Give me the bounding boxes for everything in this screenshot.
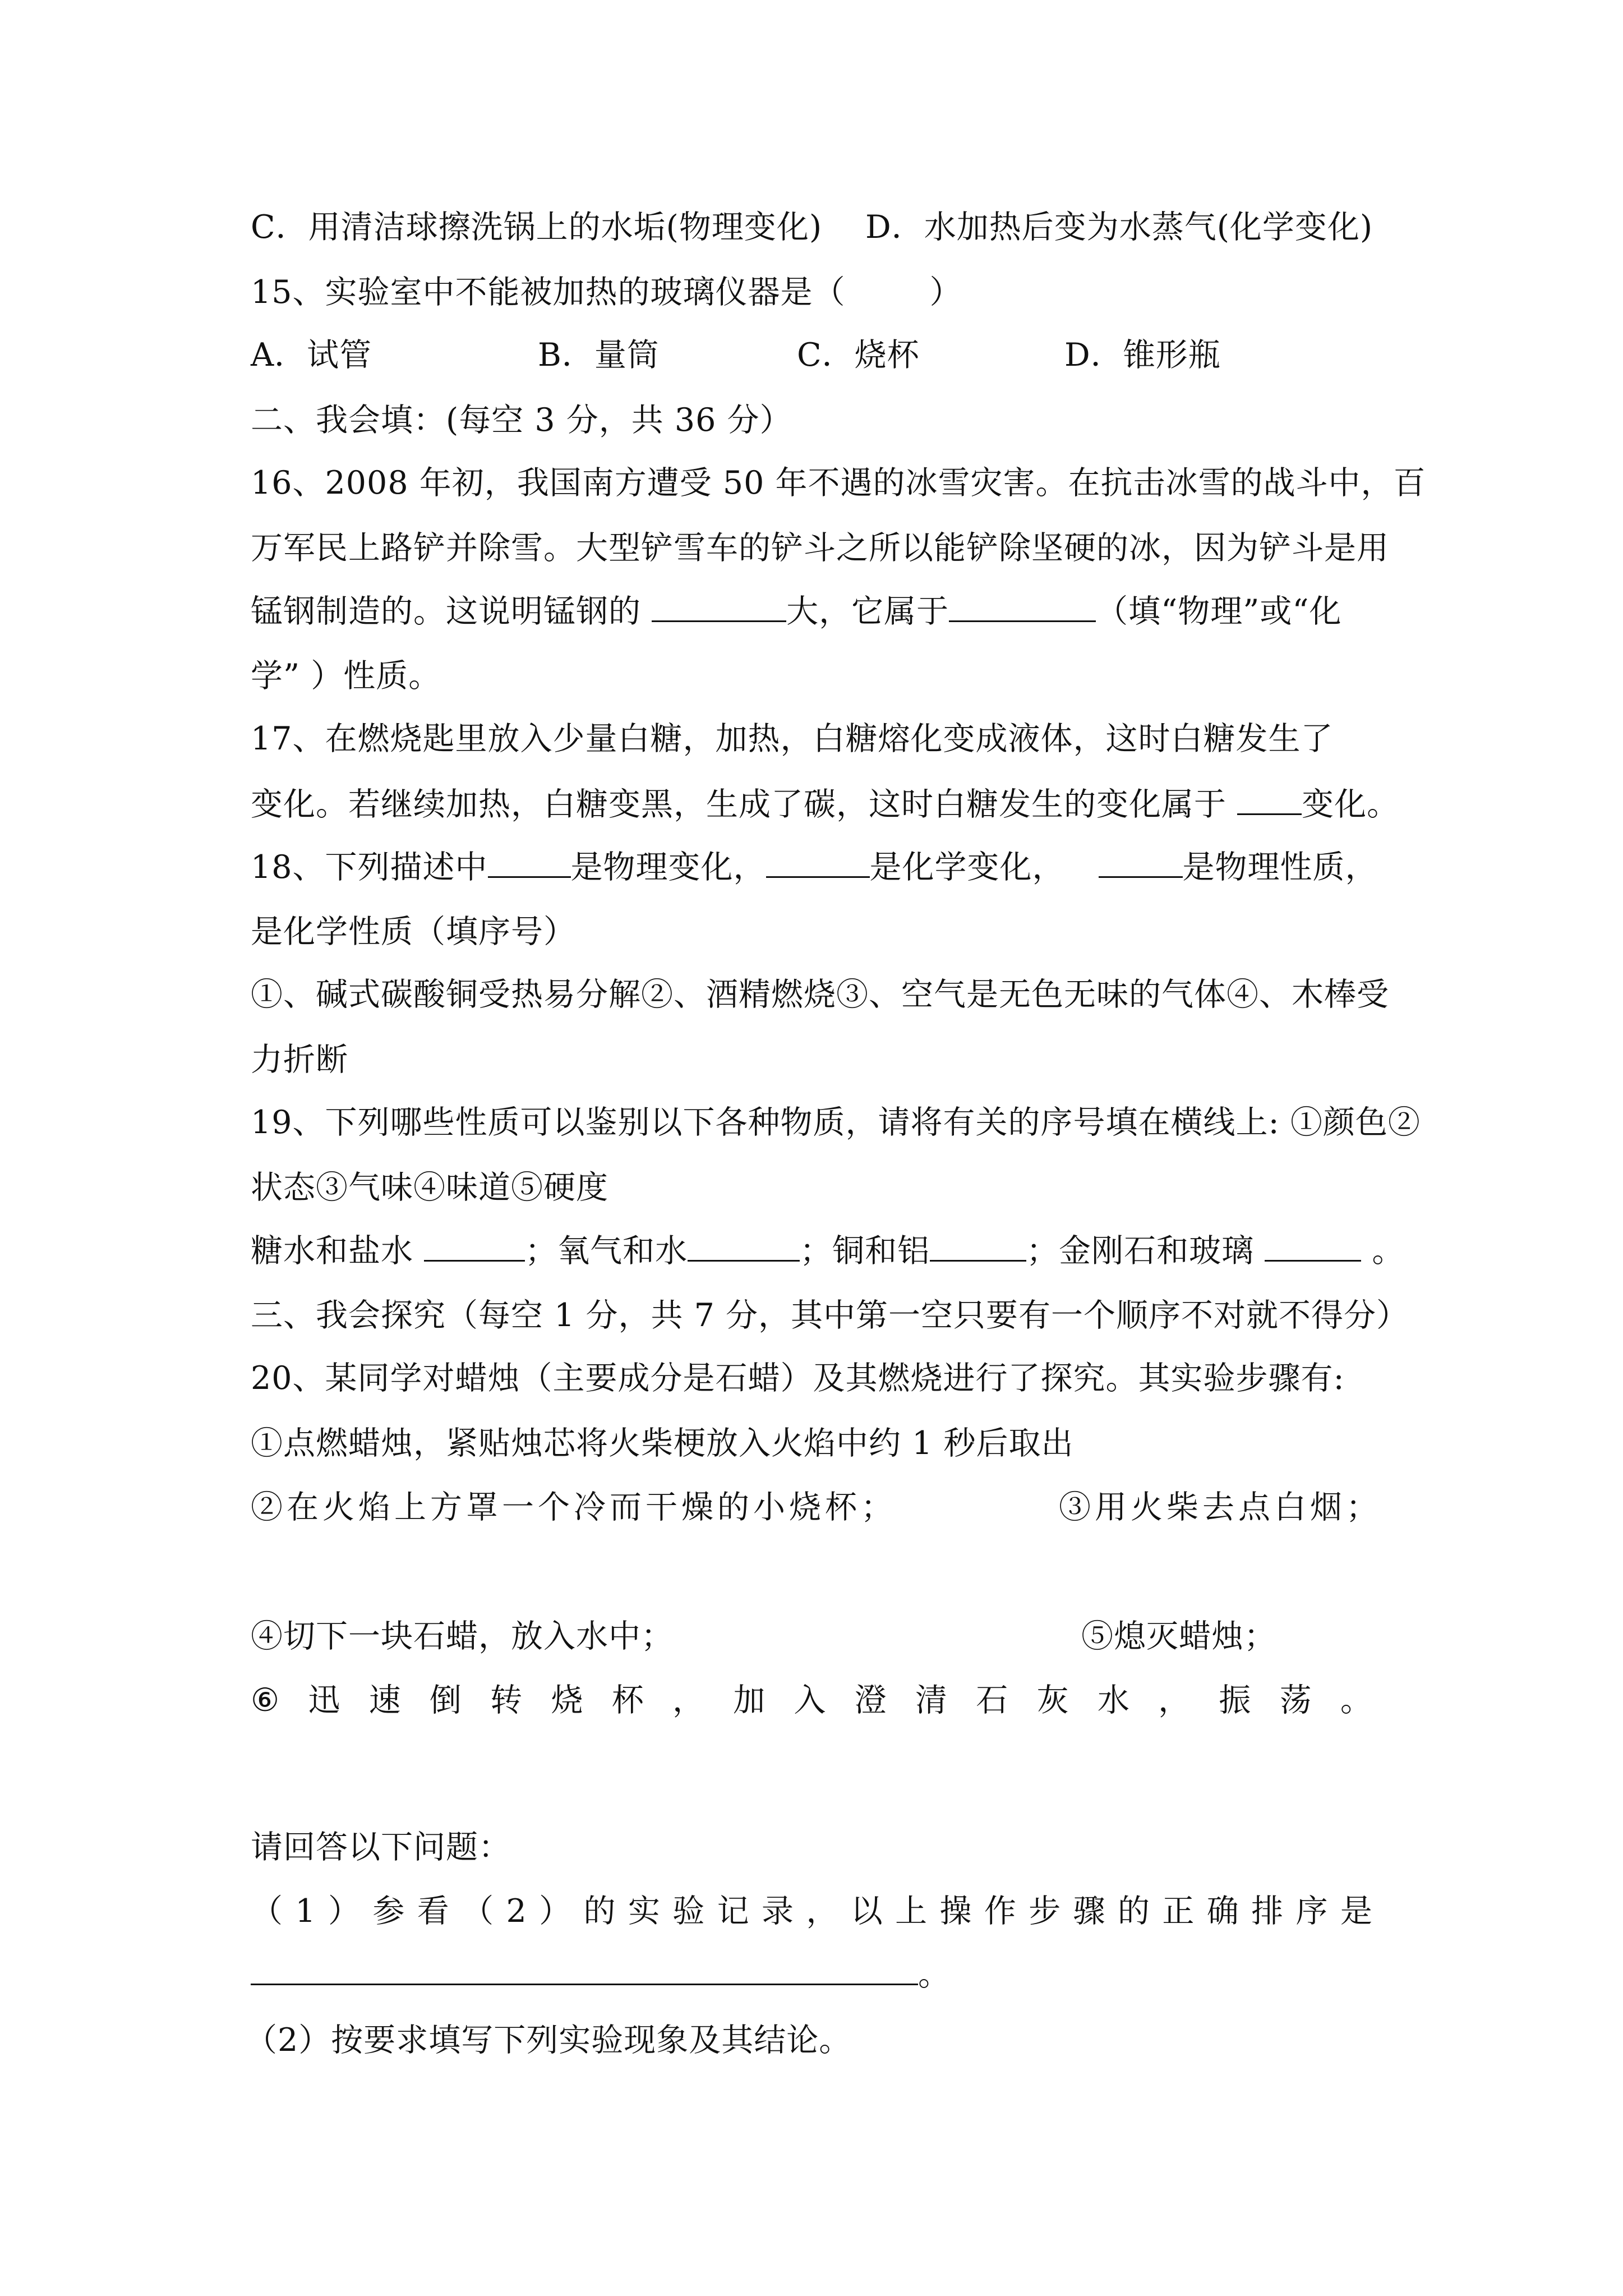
q17-blank[interactable] <box>1237 784 1302 815</box>
q15-option-b-line <box>538 335 660 375</box>
section3-heading: 三、我会探究（每空 1 分，共 7 分，其中第一空只要有一个顺序不对就不得分） <box>251 1297 1409 1334</box>
q18-blank-2[interactable] <box>766 847 870 878</box>
q20-step6-char: 清 <box>915 1682 948 1719</box>
q20-sub1-answer-line <box>251 1954 951 1994</box>
q20-step3: ③用火柴去点白烟； <box>1059 1489 1382 1526</box>
q20-sub1-char: 作 <box>984 1893 1016 1930</box>
q20-sub1-char: ） <box>328 1893 361 1930</box>
q20-step6-char: 。 <box>1340 1682 1372 1719</box>
q20-sub1-char: 排 <box>1251 1893 1284 1930</box>
q15-option-a-line <box>251 335 372 375</box>
q19-line1: 19、下列哪些性质可以鉴别以下各种物质，请将有关的序号填在横线上: ①颜色② <box>251 1104 1421 1141</box>
q20-step6-char: 水 <box>1097 1682 1129 1719</box>
q20-sub1-char: 序 <box>1295 1893 1328 1930</box>
q16-line1: 16、2008 年初，我国南方遭受 50 年不遇的冰雪灾害。在抗击冰雪的战斗中，百 <box>251 464 1426 501</box>
q15-stem-close: ） <box>929 274 962 311</box>
q18-line1-d: 是物理性质， <box>1182 849 1378 886</box>
q14-option-d: D．水加热后变为水蒸气(化学变化) <box>865 209 1373 246</box>
q20-step6-char: ， <box>1158 1682 1191 1719</box>
q16-blank-2[interactable] <box>949 591 1096 622</box>
q15-option-a: A．试管 <box>251 337 372 374</box>
q17-line1: 17、在燃烧匙里放入少量白糖，加热，白糖熔化变成液体，这时白糖发生了 <box>251 720 1334 757</box>
q18-blank-1[interactable] <box>488 847 571 878</box>
q16-line2: 万军民上路铲并除雪。大型铲雪车的铲斗之所以能铲除坚硬的冰，因为铲斗是用 <box>251 530 1389 567</box>
q20-sub1-char: 验 <box>672 1893 705 1930</box>
q14-options-cd <box>251 208 822 247</box>
section2-heading: 二、我会填：(每空 3 分，共 36 分） <box>251 402 792 439</box>
q20-step6-char: 澄 <box>854 1682 887 1719</box>
q15-option-c-line <box>797 335 920 375</box>
q20-step6-char: ⑥ <box>251 1682 280 1719</box>
q16-line3 <box>251 591 1342 631</box>
q19-blank-4[interactable] <box>1265 1231 1361 1262</box>
q19-blank-3[interactable] <box>930 1231 1026 1262</box>
q20-step6-char: 烧 <box>551 1682 583 1719</box>
q17-line2 <box>251 784 1399 823</box>
q20-step6-char: 入 <box>794 1682 826 1719</box>
q17-line2-a: 变化。若继续加热，白糖变黑，生成了碳，这时白糖发生的变化属于 <box>251 786 1238 823</box>
q18-line1-a: 18、下列描述中 <box>251 849 488 886</box>
q20-sub1-char: 上 <box>895 1893 928 1930</box>
q20-sub1-char: 实 <box>628 1893 660 1930</box>
q20-sub1-char: （ <box>251 1893 283 1930</box>
q19-pair3: ；铜和铝 <box>800 1232 930 1269</box>
q20-step6-char: 速 <box>368 1682 401 1719</box>
q20-sub1-char: 参 <box>372 1893 405 1930</box>
q19-pair1: 糖水和盐水 <box>251 1232 425 1269</box>
q20-sub1-char: 录 <box>762 1893 794 1930</box>
q16-line3-a: 锰钢制造的。这说明锰钢的 <box>251 593 652 630</box>
q20-sub1-char: ， <box>806 1893 838 1930</box>
q20-step6-char: 加 <box>733 1682 766 1719</box>
q19-pair4: ；金刚石和玻璃 <box>1026 1232 1265 1269</box>
q20-sub1-char: 正 <box>1162 1893 1195 1930</box>
q19-blank-1[interactable] <box>424 1231 525 1262</box>
q20-sub1-question <box>251 1892 1372 1931</box>
q20-sub1-char: 2 <box>506 1893 527 1930</box>
q20-sub1-char: 看 <box>417 1893 449 1930</box>
q20-sub1-char: 骤 <box>1073 1893 1105 1930</box>
q18-line3: ①、碱式碳酸铜受热易分解②、酒精燃烧③、空气是无色无味的气体④、木棒受 <box>251 976 1389 1013</box>
q20-sub1-char: （ <box>462 1893 494 1930</box>
q15-option-c: C．烧杯 <box>797 337 920 374</box>
q19-blank-2[interactable] <box>688 1231 800 1262</box>
q20-sub1-blank[interactable] <box>251 1954 918 1985</box>
q15-option-d: D．锥形瓶 <box>1064 337 1221 374</box>
q20-step6-char: 杯 <box>611 1682 644 1719</box>
q20-sub1-char: 记 <box>717 1893 749 1930</box>
q20-step2: ②在火焰上方罩一个冷而干燥的小烧杯； <box>251 1489 897 1526</box>
q18-line1 <box>251 847 1378 886</box>
q15-option-b: B．量筒 <box>538 337 660 374</box>
q20-step6-char: 倒 <box>429 1682 462 1719</box>
q20-step6-char: 荡 <box>1279 1682 1312 1719</box>
q20-sub1-char: 操 <box>939 1893 972 1930</box>
q20-sub1-char: 以 <box>850 1893 883 1930</box>
q18-line2: 是化学性质（填序号） <box>251 913 576 950</box>
q20-sub2: （2）按要求填写下列实验现象及其结论。 <box>245 2022 852 2059</box>
q20-prompt: 请回答以下问题： <box>251 1829 511 1866</box>
q20-sub1-char: 的 <box>1118 1893 1150 1930</box>
q15-stem-text: 15、实验室中不能被加热的玻璃仪器是（ <box>251 274 846 311</box>
q20-step6-char: 振 <box>1219 1682 1251 1719</box>
q18-line1-b: 是物理变化， <box>570 849 766 886</box>
q18-line1-c: 是化学变化， <box>869 849 1065 886</box>
q20-step6-char: 转 <box>490 1682 523 1719</box>
q18-line4: 力折断 <box>251 1041 348 1078</box>
q16-line3-b: 大，它属于 <box>786 593 949 630</box>
q14-option-d-line <box>865 208 1373 247</box>
q20-sub1-char: 确 <box>1206 1893 1239 1930</box>
q14-option-c: C．用清洁球擦洗锅上的水垢(物理变化) <box>251 209 823 246</box>
q20-step6 <box>251 1681 1372 1720</box>
q20-sub1-char: ） <box>539 1893 571 1930</box>
q20-step6-char: 灰 <box>1036 1682 1069 1719</box>
q20-step5: ⑤熄灭蜡烛； <box>1081 1618 1276 1655</box>
q20-sub1-end: 。 <box>918 1956 951 1993</box>
q20-sub1-char: 的 <box>583 1893 616 1930</box>
q20-sub1-char: 是 <box>1340 1893 1372 1930</box>
q15-option-d-line <box>1064 335 1221 375</box>
q18-blank-3[interactable] <box>1099 847 1183 878</box>
q16-line4: 学” ）性质。 <box>251 657 441 694</box>
q20-step6-char: 石 <box>976 1682 1008 1719</box>
q20-step6-char: 迅 <box>308 1682 340 1719</box>
q20-sub1-char: 步 <box>1029 1893 1061 1930</box>
q20-sub1-char: 1 <box>295 1893 316 1930</box>
q19-line2: 状态③气味④味道⑤硬度 <box>251 1169 608 1206</box>
q16-blank-1[interactable] <box>652 591 786 622</box>
q20-stem: 20、某同学对蜡烛（主要成分是石蜡）及其燃烧进行了探究。其实验步骤有: <box>251 1360 1345 1397</box>
q16-line3-c: （填“物理”或“化 <box>1096 593 1342 630</box>
q19-pair2: ；氧气和水 <box>525 1232 688 1269</box>
q15-stem <box>251 273 962 312</box>
q19-end: 。 <box>1361 1232 1405 1269</box>
q19-line3 <box>251 1231 1404 1270</box>
q20-step6-char: ， <box>672 1682 704 1719</box>
q20-step1: ①点燃蜡烛，紧贴烛芯将火柴梗放入火焰中约 1 秒后取出 <box>251 1425 1074 1462</box>
q20-step4: ④切下一块石蜡，放入水中； <box>251 1618 674 1655</box>
q17-line2-b: 变化。 <box>1302 786 1400 823</box>
